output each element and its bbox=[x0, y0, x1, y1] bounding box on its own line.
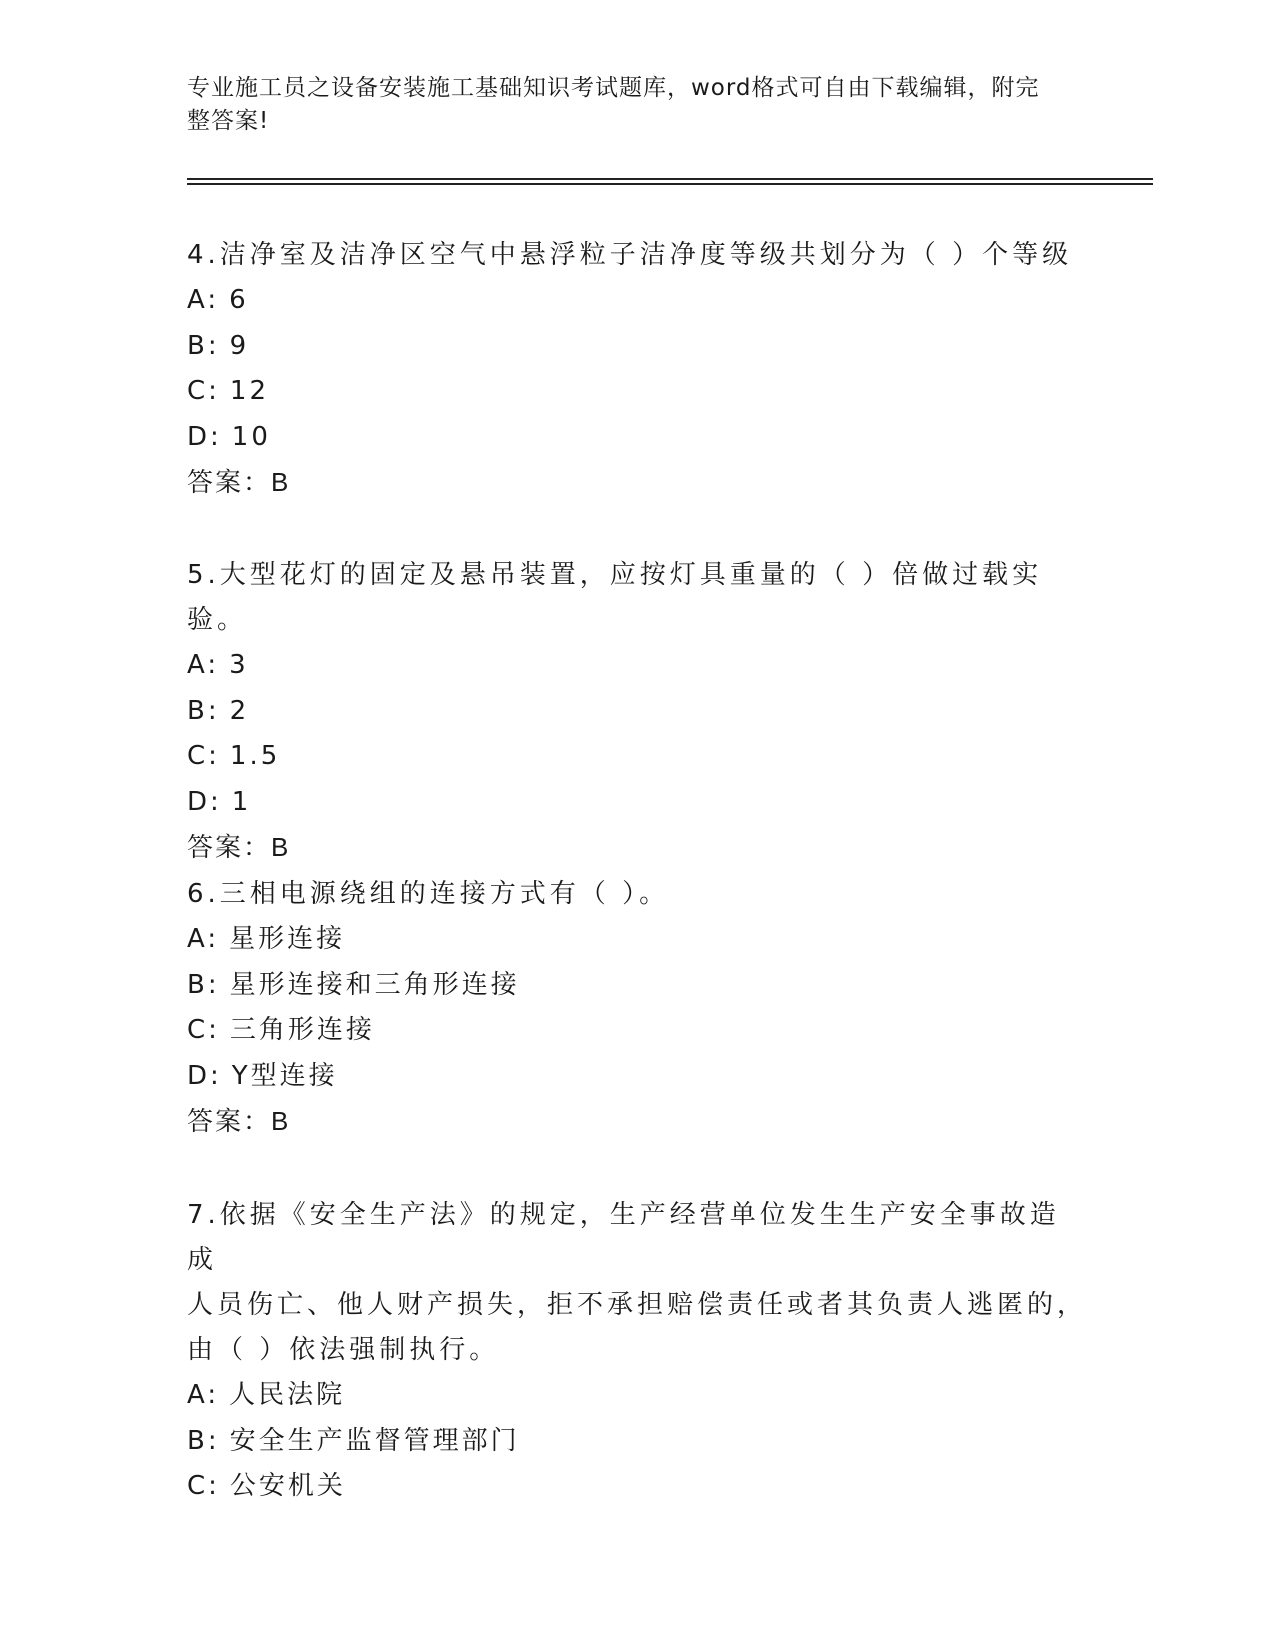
answer-line bbox=[187, 1099, 1087, 1145]
option-d bbox=[187, 415, 1087, 461]
option-c bbox=[187, 1464, 1087, 1510]
option-c bbox=[187, 369, 1087, 415]
option-letter: A: bbox=[187, 924, 220, 954]
question-text-line-3: 由（ ）依法强制执行。 bbox=[187, 1335, 500, 1365]
answer-label: 答案： bbox=[187, 1107, 272, 1137]
option-letter: D: bbox=[187, 786, 222, 817]
option-value: 三角形连接 bbox=[229, 1015, 375, 1045]
question-text: 5.大型花灯的固定及悬吊装置，应按灯具重量的（ ）倍做过载实验。 bbox=[187, 560, 1043, 635]
question-text-line-2: 人员伤亡、他人财产损失，拒不承担赔偿责任或者其负责人逃匿的， bbox=[187, 1290, 1088, 1320]
option-letter: C: bbox=[187, 1015, 220, 1045]
question-4 bbox=[187, 233, 1087, 506]
answer-line bbox=[187, 825, 1087, 871]
option-letter: A: bbox=[187, 1380, 220, 1410]
option-value: 10 bbox=[231, 421, 271, 452]
answer-label: 答案： bbox=[187, 468, 272, 498]
question-7 bbox=[187, 1193, 1087, 1510]
option-letter: D: bbox=[187, 1060, 222, 1091]
option-value: 1.5 bbox=[229, 741, 281, 771]
question-text: 4.洁净室及洁净区空气中悬浮粒子洁净度等级共划分为（ ）个等级 bbox=[187, 240, 1073, 270]
option-letter: A: bbox=[187, 650, 220, 680]
document-header bbox=[187, 72, 1067, 138]
option-c bbox=[187, 734, 1087, 780]
header-divider-bottom bbox=[187, 183, 1153, 185]
option-a bbox=[187, 643, 1087, 689]
option-b bbox=[187, 324, 1087, 370]
header-line-1: 专业施工员之设备安装施工基础知识考试题库，word格式可自由下载编辑，附完 bbox=[187, 75, 1040, 101]
option-d bbox=[187, 780, 1087, 826]
option-a bbox=[187, 278, 1087, 324]
option-letter: C: bbox=[187, 1471, 220, 1501]
option-a bbox=[187, 1373, 1087, 1419]
answer-label: 答案： bbox=[187, 833, 272, 863]
option-value: 星形连接和三角形连接 bbox=[229, 969, 520, 1000]
option-value: 人民法院 bbox=[229, 1380, 346, 1410]
question-text: 6.三相电源绕组的连接方式有（ ）。 bbox=[187, 879, 670, 909]
option-value: 2 bbox=[229, 695, 250, 726]
answer-value: B bbox=[271, 832, 289, 862]
option-letter: A: bbox=[187, 285, 220, 315]
answer-line bbox=[187, 460, 1087, 506]
option-value: 公安机关 bbox=[229, 1471, 346, 1501]
option-value: 安全生产监督管理部门 bbox=[229, 1425, 520, 1456]
header-divider-top bbox=[187, 178, 1153, 180]
question-6 bbox=[187, 872, 1087, 1145]
option-value: 1 bbox=[231, 786, 252, 817]
question-5 bbox=[187, 553, 1087, 871]
option-letter: B: bbox=[187, 969, 220, 1000]
option-value: 12 bbox=[229, 376, 270, 406]
answer-value: B bbox=[271, 467, 289, 497]
option-letter: D: bbox=[187, 421, 222, 452]
option-b bbox=[187, 963, 1087, 1009]
option-letter: C: bbox=[187, 741, 220, 771]
option-letter: B: bbox=[187, 1425, 220, 1456]
option-d bbox=[187, 1054, 1087, 1100]
option-b bbox=[187, 1419, 1087, 1465]
question-text-line-1: 7.依据《安全生产法》的规定，生产经营单位发生生产安全事故造成 bbox=[187, 1200, 1060, 1275]
option-value: 9 bbox=[229, 330, 250, 361]
option-letter: C: bbox=[187, 376, 220, 406]
answer-value: B bbox=[271, 1106, 289, 1136]
option-b bbox=[187, 689, 1087, 735]
header-line-2: 整答案! bbox=[187, 108, 270, 134]
option-letter: B: bbox=[187, 330, 220, 361]
option-value: 星形连接 bbox=[229, 924, 346, 954]
option-value: Y型连接 bbox=[231, 1060, 338, 1091]
option-c bbox=[187, 1008, 1087, 1054]
option-a bbox=[187, 917, 1087, 963]
option-value: 3 bbox=[229, 650, 249, 680]
option-value: 6 bbox=[229, 285, 249, 315]
option-letter: B: bbox=[187, 695, 220, 726]
